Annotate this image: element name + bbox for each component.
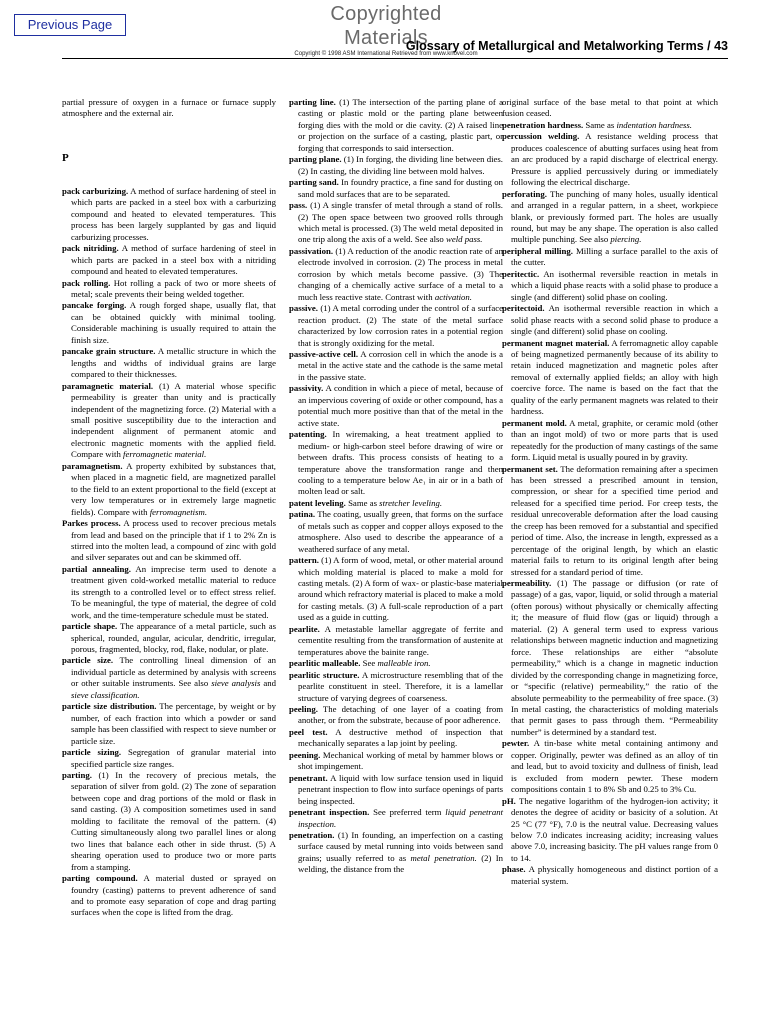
glossary-definition: Same as [585,119,615,130]
glossary-term: Parkes process. [62,518,121,529]
glossary-term: parting. [62,770,92,781]
glossary-definition: The detaching of one layer of a coating from another, or from the substrate, because of poor adherence. [298,704,503,726]
glossary-entry [289,246,503,303]
continued-entry: original surface of the base metal to that point at which fusion ceased. [502,97,718,119]
column-1 [62,97,276,919]
glossary-term: particle size. [62,655,114,666]
glossary-term: pack rolling. [62,277,111,288]
glossary-entry [62,346,276,380]
cross-reference: sieve analysis [211,678,261,689]
glossary-entry [62,243,276,277]
glossary-term: paramagnetism. [62,460,123,471]
glossary-definition: The negative logarithm of the hydrogen-ion activity; it denotes the degree of acidity or basicity of a solution. At 25 °C (77 °F), 7.0 is the neutral value. Decreasing values below 7.0 indicates increasing acidity; increasing values above 7.0, increasing basicity. The pH values range from 0 to 14. [511,795,718,863]
glossary-term: paramagnetic material. [62,380,154,391]
glossary-entry [289,349,503,383]
copyright-title: Copyrighted Materials [330,3,442,49]
glossary-term: percussion welding. [502,131,580,142]
glossary-definition: A material dusted or sprayed on foundry (casting) patterns to prevent adherence of sand and to promote easy separation of cope and drag parting surfaces when the cope is lifted from the drag. [71,873,276,918]
glossary-term: permanent mold. [502,417,567,428]
cross-reference: liquid penetrant inspection. [298,807,504,829]
glossary-entry [502,418,718,464]
glossary-definition: An isothermal reversible reaction in metals in which a liquid phase reacts with a solid phase to produce a single (and different) solid phase on cooling. [511,268,718,302]
glossary-term: pattern. [289,555,319,566]
glossary-definition: A rough forged shape, usually flat, that can be obtained quickly with minimal tooling. Considerable machining is usually required to attain the finish size. [71,300,276,345]
glossary-entry [62,278,276,301]
glossary-entry [62,655,276,701]
glossary-term: peritectoid. [502,303,545,314]
glossary-term: passivity. [289,383,324,394]
glossary-term: pewter. [502,738,530,749]
glossary-definition: (1) A reduction of the anodic reaction rate of an electrode involved in corrosion. (2) The process in metal corrosion by which metals become passive. (3) The changing of a chemically active surface of a metal to a much less reactive state. Contrast with [298,245,503,302]
glossary-entry [289,807,503,830]
glossary-definition: A process used to recover precious metals from lead and based on the principle that if 1 to 2% Zn is stirred into the molten lead, a compound of zinc with gold and silver separates out and can be skimmed off. [71,518,276,563]
glossary-entry [502,864,718,887]
glossary-term: peening. [289,749,321,760]
cross-reference: weld pass. [445,234,483,245]
glossary-entry [289,555,503,624]
glossary-entry [62,186,276,243]
glossary-entry [289,498,503,509]
glossary-definition: The punching of many holes, usually identical and arranged in a regular pattern, in a sheet, workpiece blank, or previously formed part. The holes are usually round, but may be any shape. The operation is also called multiple punching. See also [511,188,718,245]
glossary-definition: (1) A material whose specific permeability is greater than unity and is practically independent of the magnetizing force. (2) Material with a small positive susceptibility due to the interaction and independent alignment of permanent atomic and electronic magnetic moments with the applied field. Compare with [71,380,276,460]
glossary-entry [289,303,503,349]
glossary-definition: A microstructure resembling that of the pearlite constituent in steel. Therefore, it is a lamellar structure of varying degrees of coarseness. [298,669,503,703]
glossary-entry [502,303,718,337]
glossary-definition: (1) In the recovery of precious metals, the separation of silver from gold. (2) The zone of separation between cope and drag portions of the mold or flask in sand casting. (3) A composition sometimes used in sand molding to facilitate the removal of the pattern. (4) Cutting simultaneously along two parallel lines or along two lines that balance each other in side thrust. (5) A shearing operation used to produce two or more parts from a stamping. [71,770,277,872]
glossary-definition: A metal, graphite, or ceramic mold (other than an ingot mold) of two or more parts that is used repeatedly for the production of many castings of the same form. Liquid metal is usually poured in by gravity. [511,417,718,463]
cross-reference: ferromagnetic material. [123,449,207,460]
glossary-entry [289,383,503,429]
glossary-entry [289,704,503,727]
cross-reference: malleable iron. [377,658,431,669]
glossary-entry [289,670,503,704]
glossary-entry [62,701,276,747]
glossary-term: partial annealing. [62,563,131,574]
cross-reference: ferromagnetism. [149,506,208,517]
glossary-definition: A method of surface hardening of steel in which parts are packed in a steel box with a carburizing compound and heated to elevated temperatures. This process has been largely supplanted by gas and liquid carburizing processes. [71,185,276,242]
definition-tail: and [263,678,277,689]
glossary-term: permeability. [502,578,552,589]
glossary-term: pack carburizing. [62,185,129,196]
running-head: Glossary of Metallurgical and Metalworking Terms / 43 [405,39,728,53]
glossary-entry [289,177,503,200]
cross-reference: metal penetration. [410,852,477,863]
glossary-entry [502,796,718,865]
glossary-definition: A resistance welding process that produces coalescence of abutting surfaces using heat from an arc produced by a rapid discharge of electrical energy. Pressure is applied percussively during or immediately following the electrical discharge. [511,131,718,188]
glossary-entry [62,461,276,518]
cross-reference: activation. [434,291,472,302]
glossary-definition: A property exhibited by substances that, when placed in a magnetic field, are magnetized parallel to the field to an extent proportional to the field (except at very low temperatures or in extremely large magnetic fields). Compare with [71,460,276,517]
glossary-term: particle shape. [62,621,118,632]
glossary-definition: The controlling lineal dimension of an individual particle as determined by analysis with screens or other suitable instruments. See also [71,655,276,689]
glossary-entry [502,578,718,738]
glossary-definition: A corrosion cell in which the anode is a metal in the active state and the cathode is the same metal in the passive state. [298,348,503,382]
glossary-term: pH. [502,795,516,806]
glossary-term: penetrant. [289,772,328,783]
glossary-entry [502,464,718,579]
glossary-entry [502,269,718,303]
glossary-term: pass. [289,200,308,211]
continued-entry: partial pressure of oxygen in a furnace or furnace supply atmosphere and the external air. [62,97,276,119]
glossary-definition: Milling a surface parallel to the axis of the cutter. [511,245,719,268]
glossary-entry [62,518,276,564]
glossary-definition: In foundry practice, a fine sand for dusting on sand mold surfaces that are to be separated. [298,177,503,199]
glossary-term: parting line. [289,97,336,107]
glossary-entry [62,770,276,873]
glossary-entry [289,727,503,750]
glossary-term: peeling. [289,704,318,715]
glossary-entry [62,300,276,346]
column-3 [502,97,718,887]
glossary-definition: The appearance of a metal particle, such as spherical, rounded, angular, acicular, dendritic, irregular, porous, fragmented, blocky, rod, flake, nodular, or plate. [71,621,276,655]
section-letter: P [62,151,69,164]
copyright-notice: Copyright © 1998 ASM International Retrieved from www.knovel.com [294,51,478,57]
glossary-term: phase. [502,864,526,875]
glossary-entry [289,509,503,555]
glossary-term: pack nitriding. [62,243,119,254]
glossary-definition: (1) The intersection of the parting plane of a casting or plastic mold or the parting plane between forging dies with the mold or die cavity. (2) A raised line or projection on the surface of a casting, plastic part, or forging that corresponds to said intersection. [298,97,503,153]
cross-reference: stretcher leveling. [379,497,443,508]
glossary-definition: Hot rolling a pack of two or more sheets of metal; scale prevents their being welded together. [71,277,276,299]
glossary-entry [289,830,503,876]
glossary-definition: A tin-base white metal containing antimony and copper. Originally, pewter was defined as an alloy of tin and lead, but to avoid toxicity and dullness of finish, lead is excluded from modern pewter. These modern compositions contain 1 to 8% Sb and 0.25 to 3% Cu. [511,738,718,795]
glossary-definition: (1) A metal corroding under the control of a surface reaction product. (2) The state of the metal surface characterized by low corrosion rates in a potential region that is strongly oxidizing for the metal. [298,303,503,348]
glossary-term: passive. [289,303,318,314]
glossary-entry [62,873,276,919]
glossary-definition: A metastable lamellar aggregate of ferrite and cementite resulting from the transformation of austenite at temperatures above the bainite range. [298,623,503,657]
glossary-term: passivation. [289,245,334,256]
glossary-entry [289,658,503,669]
glossary-term: particle size distribution. [62,701,157,712]
glossary-term: permanent set. [502,463,558,474]
glossary-entry [289,97,503,154]
glossary-definition: The deformation remaining after a specimen has been stressed a prescribed amount in tension, compression, or shear for a specified time period and released for a specified time period. For creep tests, the residual unrecoverable deformation after the load causing the creep has been removed for a substantial and specified period of time. Also, the increase in length, expressed as a percentage of the original length, by which an elastic material fails to return to its original length after being stressed for a standard period of time. [511,463,719,577]
glossary-definition: An imprecise term used to denote a treatment given cold-worked metallic material to reduce its strength to a controlled level or to effect stress relief. To be meaningful, the type of material, the degree of cold work, and the time-temperature schedule must be stated. [71,563,276,620]
glossary-definition: A destructive method of inspection that mechanically separates a lap joint by peeling. [298,726,503,749]
glossary-entry [289,429,503,498]
previous-page-button[interactable]: Previous Page [14,14,126,36]
glossary-term: pearlitic structure. [289,669,360,680]
glossary-entry [502,338,718,418]
glossary-definition: (1) The passage or diffusion (or rate of passage) of a gas, vapor, liquid, or solid through a material (often porous) without physically or chemically affecting it; the measure of fluid flow (gas or liquid) through a material. (2) A general term used to express various relationships between magnetic induction and magnetizing force. These relationships are either “absolute permeability,” which is a change in magnetic induction divided by the corresponding change in magnetizing force, or “specific (relative) permeability,” the ratio of the absolute permeability to the permeability of free space. (3) In metal casting, the characteristics of molding materials that permit gases to pass through them. “Permeability number” is determined by a standard test. [511,578,718,737]
glossary-list-2 [289,97,503,876]
glossary-term: patina. [289,509,316,520]
glossary-term: penetrant inspection. [289,807,370,818]
glossary-definition: A method of surface hardening of steel in which parts are packed in a steel box with a nitriding compound and heated to elevated temperatures. [71,243,276,277]
glossary-term: pancake grain structure. [62,346,156,357]
glossary-definition: A condition in which a piece of metal, because of an impervious covering of oxide or other compound, has a potential much more positive than that of the metal in the active state. [298,383,503,428]
glossary-term: penetration. [289,830,335,840]
glossary-term: parting sand. [289,177,339,188]
cross-reference: sieve classification. [71,689,140,700]
glossary-definition: (1) A form of wood, metal, or other material around which molding material is placed to make a mold for casting metals. (2) A form of wax- or plastic-base material around which refractory material is placed to make a mold for casting metals. (3) A full-scale reproduction of a part used as a guide in cutting. [298,555,503,623]
glossary-definition: See preferred term [373,807,442,818]
glossary-entry [289,773,503,807]
glossary-definition: A ferromagnetic alloy capable of being magnetized permanently because of its ability to retain induced magnetization and magnetic poles after removal of externally applied fields; an alloy with high coercive force. The name is based on the fact that the quality of the early permanent magnets was related to their hardness. [511,337,718,417]
glossary-term: pancake forging. [62,300,127,311]
glossary-entry [62,381,276,461]
glossary-entry [502,131,718,188]
glossary-term: pearlitic malleable. [289,658,361,669]
glossary-term: patenting. [289,429,327,440]
glossary-list-3 [502,120,718,887]
column-2 [289,97,503,876]
glossary-definition: (1) A single transfer of metal through a stand of rolls. (2) The open space between two grooved rolls through which metal is processed. (3) The weld metal deposited in one trip along the axis of a weld. See also [298,200,503,245]
glossary-entry [62,564,276,621]
cross-reference: piercing. [610,234,642,245]
glossary-term: peel test. [289,726,328,737]
glossary-term: particle sizing. [62,747,122,758]
glossary-entry [502,738,718,795]
glossary-term: pearlite. [289,623,320,634]
glossary-list-1 [62,186,276,919]
glossary-entry [62,747,276,770]
glossary-term: penetration hardness. [502,119,584,130]
glossary-term: patent leveling. [289,497,346,508]
glossary-definition: (1) In founding, an imperfection on a casting surface caused by metal running into voids between sand grains; usually referred to as [298,830,504,863]
glossary-definition: An isothermal reversible reaction in which a solid phase reacts with a second solid phase to produce a single (and different) solid phase on cooling. [511,303,718,337]
cross-reference: indentation hardness. [616,119,692,130]
glossary-definition: Segregation of granular material into specified particle size ranges. [71,747,276,769]
glossary-term: permanent magnet material. [502,337,610,348]
glossary-term: perforating. [502,188,547,199]
glossary-entry [289,154,503,177]
glossary-term: peripheral milling. [502,245,573,256]
glossary-term: peritectic. [502,268,540,279]
glossary-definition: Same as [348,497,377,508]
glossary-definition: (1) In forging, the dividing line between dies. (2) In casting, the dividing line between mold halves. [298,154,503,176]
glossary-definition: Mechanical working of metal by hammer blows or shot impingement. [298,749,504,772]
glossary-entry [289,200,503,246]
glossary-entry [62,621,276,655]
glossary-definition: A metallic structure in which the lengths and widths of individual grains are large compared to their thicknesses. [71,346,276,380]
glossary-definition: The coating, usually green, that forms on the surface of metals such as copper and copper alloys exposed to the atmosphere. Also used to describe the appearance of a weathered surface of any metal. [298,509,503,554]
glossary-entry [502,246,718,269]
glossary-entry [289,624,503,658]
glossary-term: parting plane. [289,154,342,165]
glossary-definition: In wiremaking, a heat treatment applied to medium- or high-carbon steel before drawing of wire or between drafts. This process consists of heating to a temperature above the transformation range and then cooling to a temperature below Ae₁ in air or in a bath of molten lead or salt. [298,429,504,497]
glossary-term: passive-active cell. [289,348,359,359]
definition-tail: (2) In welding, the distance from the [298,852,504,875]
glossary-entry [502,189,718,246]
glossary-entry [289,750,503,773]
glossary-entry [502,120,718,131]
glossary-definition: The percentage, by weight or by number, of each fraction into which a powder or sand sample has been classified with respect to sieve number or particle size. [71,701,276,746]
glossary-definition: See [362,658,376,669]
glossary-definition: A liquid with low surface tension used in liquid penetrant inspection to flow into surface openings of parts being inspected. [298,772,503,806]
glossary-term: parting compound. [62,873,138,884]
glossary-definition: A physically homogeneous and distinct portion of a material system. [511,864,718,886]
header-rule [62,58,728,59]
